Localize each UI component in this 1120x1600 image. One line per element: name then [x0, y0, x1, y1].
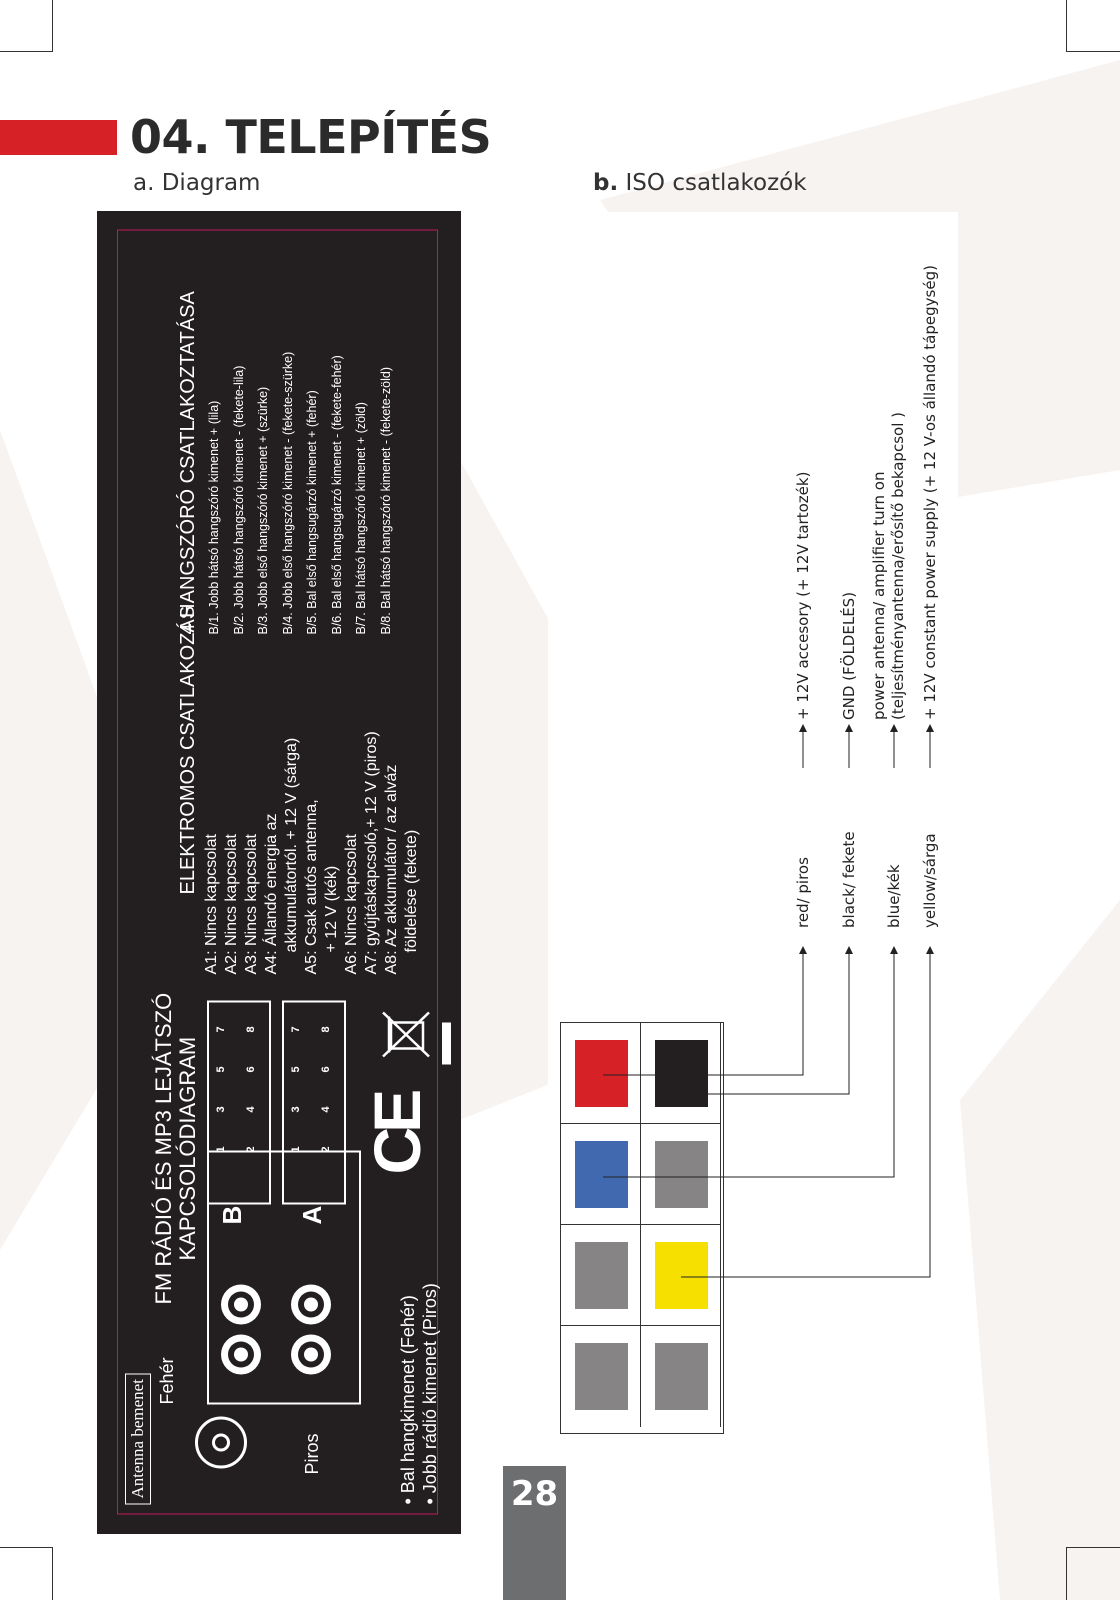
- pin-label: 2: [320, 1145, 332, 1152]
- pin-label: 8: [245, 1025, 257, 1032]
- list-item: B/4. Jobb első hangszóró kimenet - (fekete-szürke): [280, 351, 295, 634]
- list-item: + 12 V (kék): [323, 865, 340, 952]
- yellow-wire-line: [681, 950, 930, 1277]
- antenna-input-label: Antenna bemenet: [125, 1373, 151, 1504]
- list-item: A1: Nincs kapcsolat: [203, 833, 220, 974]
- list-item: A6: Nincs kapcsolat: [343, 833, 360, 974]
- wire-description: (teljesítményantenna/erősítő bekapcsol ): [889, 412, 907, 720]
- pin-label: 5: [290, 1065, 302, 1072]
- list-item: B/5. Bal első hangsugárzó kimenet + (fehér): [305, 389, 319, 634]
- diagram-heading-line1: FM RÁDIÓ ÉS MP3 LEJÁTSZÓ: [151, 992, 176, 1304]
- pin-label: 2: [245, 1145, 257, 1152]
- wire-color-label: blue/kék: [885, 864, 903, 928]
- list-item: B/6. Bal első hangsugárzó kimenet - (fekete-fehér): [329, 354, 344, 634]
- subheading-iso-text: ISO csatlakozók: [625, 170, 807, 196]
- right-output-text: • Jobb rádió kimenet (Piros): [420, 1282, 440, 1504]
- pin-label: 1: [215, 1145, 227, 1152]
- diagram-heading-line2: KAPCSOLÓDIAGRAM: [175, 1036, 200, 1260]
- subheading-diagram: a. Diagram: [133, 170, 261, 196]
- wire-color-label: red/ piros: [794, 857, 812, 928]
- subheading-iso-letter: b.: [593, 170, 619, 196]
- white-label: Fehér: [157, 1356, 177, 1404]
- page-title: 04. TELEPÍTÉS: [130, 110, 492, 164]
- wire-color-label: black/ fekete: [840, 831, 858, 928]
- list-item: A8: Az akkumulátor / az alváz: [383, 764, 400, 974]
- list-item: B/3. Jobb első hangszóró kimenet + (szürke): [256, 386, 270, 634]
- list-item: A2: Nincs kapcsolat: [223, 833, 240, 974]
- pin-label: 3: [215, 1105, 227, 1112]
- pin-label: 3: [290, 1105, 302, 1112]
- wire-description: GND (FÖLDELÉS): [840, 591, 858, 720]
- pin-label: 4: [320, 1105, 332, 1112]
- black-wire-line: [707, 950, 849, 1094]
- list-item: B/8. Bal hátsó hangszóró kimenet - (fekete-zöld): [378, 366, 393, 634]
- wire-description: power antenna/ amplifier turn on: [870, 471, 888, 720]
- wire-description: + 12V constant power supply (+ 12 V-os állandó tápegység): [921, 265, 939, 720]
- list-item: B/2. Jobb hátsó hangszóró kimenet - (fekete-lila): [231, 365, 246, 634]
- connector-b-letter: B: [217, 1205, 247, 1224]
- list-item: A4: Állandó energia az: [263, 813, 280, 974]
- list-item: B/7. Bal hátsó hangszóró kimenet + (zöld): [354, 401, 368, 634]
- page-number: 28: [503, 1466, 566, 1600]
- pin-label: 6: [245, 1065, 257, 1072]
- left-output-text: • Bal hangkimenet (Fehér): [398, 1294, 418, 1504]
- wire-color-label: yellow/sárga: [921, 833, 939, 928]
- electrical-connection-title: ELEKTROMOS CSATLAKOZÁS: [177, 605, 199, 894]
- pin-label: 4: [245, 1105, 257, 1112]
- red-label: Piros: [302, 1432, 322, 1474]
- list-item: B/1. Jobb hátsó hangszóró kimenet + (lila): [207, 400, 221, 634]
- list-item: földelése (fekete): [403, 829, 420, 952]
- red-wire-line: [603, 950, 803, 1075]
- ce-mark-icon: CE: [360, 1094, 434, 1174]
- pin-label: 8: [320, 1025, 332, 1032]
- connector-a-letter: A: [297, 1205, 327, 1224]
- pin-label: 7: [290, 1025, 302, 1032]
- list-item: akkumulátortól. + 12 V (sárga): [283, 737, 300, 952]
- list-item: A5: Csak autós antenna,: [303, 798, 320, 974]
- blue-wire-line: [603, 950, 894, 1177]
- pin-label: 7: [215, 1025, 227, 1032]
- wire-description: + 12V accesory (+ 12V tartozék): [794, 471, 812, 720]
- pin-label: 6: [320, 1065, 332, 1072]
- speaker-connection-title: 4 HANGSZÓRÓ CSATLAKOZTATÁSA: [177, 290, 199, 634]
- pin-label: 5: [215, 1065, 227, 1072]
- list-item: A7: gyújtáskapcsoló,+ 12 V (piros): [363, 730, 380, 974]
- pin-label: 1: [290, 1145, 302, 1152]
- list-item: A3: Nincs kapcsolat: [243, 833, 260, 974]
